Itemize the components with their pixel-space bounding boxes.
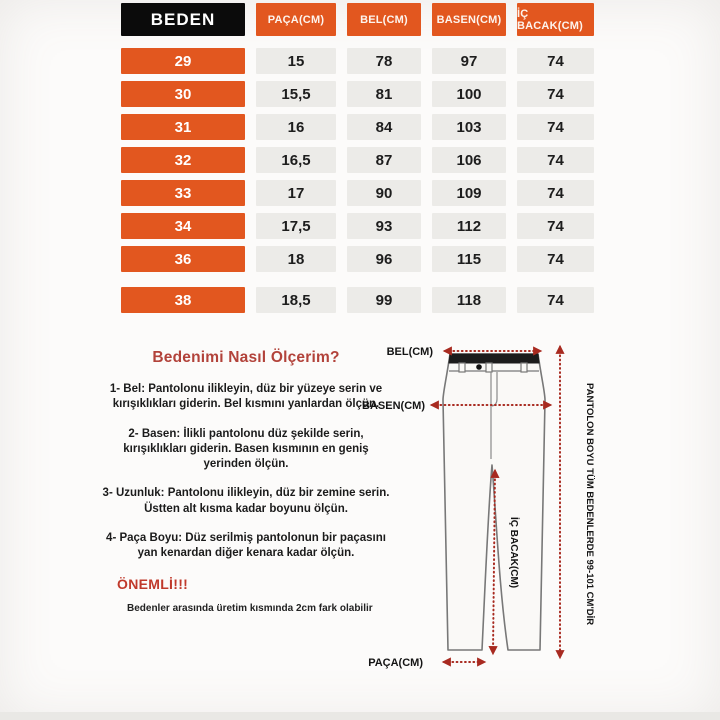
bel-value: 93	[347, 213, 421, 239]
paca-value: 15	[256, 48, 336, 74]
table-header-row	[121, 3, 594, 36]
measuring-guide	[100, 349, 392, 614]
basen-value: 103	[432, 114, 506, 140]
button-icon	[476, 364, 482, 370]
ic-bacak-value: 74	[517, 213, 594, 239]
bel-value: 90	[347, 180, 421, 206]
table-row	[121, 147, 594, 173]
paca-value: 18,5	[256, 287, 336, 313]
basen-value: 109	[432, 180, 506, 206]
bottom-edge-strip	[0, 712, 720, 720]
column-header-bel: BEL(CM)	[347, 3, 421, 36]
table-row	[121, 114, 594, 140]
column-header-paca: PAÇA(CM)	[256, 3, 336, 36]
basen-value: 115	[432, 246, 506, 272]
size-badge: 34	[121, 213, 245, 239]
basen-value: 100	[432, 81, 506, 107]
ic-bacak-value: 74	[517, 48, 594, 74]
basen-value: 106	[432, 147, 506, 173]
size-badge: 29	[121, 48, 245, 74]
ic-bacak-value: 74	[517, 114, 594, 140]
bel-dimension-label: BEL(CM)	[386, 346, 433, 358]
table-row	[121, 81, 594, 107]
paca-value: 17	[256, 180, 336, 206]
column-header-beden: BEDEN	[121, 3, 245, 36]
paca-value: 17,5	[256, 213, 336, 239]
bel-value: 81	[347, 81, 421, 107]
paca-dimension-label: PAÇA(CM)	[368, 657, 423, 669]
basen-value: 118	[432, 287, 506, 313]
ic-bacak-value: 74	[517, 147, 594, 173]
important-label: ÖNEMLİ!!!	[117, 575, 189, 592]
size-badge: 30	[121, 81, 245, 107]
size-badge: 38	[121, 287, 245, 313]
table-row	[121, 48, 594, 74]
bel-value: 96	[347, 246, 421, 272]
table-row	[121, 213, 594, 239]
basen-value: 112	[432, 213, 506, 239]
guide-title: Bedenimi Nasıl Ölçerim?	[152, 349, 340, 366]
guide-step-uzunluk: 3- Uzunluk: Pantolonu ilikleyin, düz bir zemine serin. Üstten alt kısma kadar boyunu ölçün.	[102, 487, 390, 515]
pantolon-boyu-label: PANTOLON BOYU TÜM BEDENLERDE 99-101 CM'DİR	[584, 383, 595, 626]
basen-value: 97	[432, 48, 506, 74]
guide-step-paca-boyu: 4- Paça Boyu: Düz serilmiş pantolonun bir paçasını yan kenardan diğer kenara kadar ölçün.	[106, 531, 386, 560]
paca-value: 16,5	[256, 147, 336, 173]
ic-bacak-dimension-label: İÇ BACAK(CM)	[508, 517, 519, 589]
table-row	[121, 287, 594, 313]
size-badge: 32	[121, 147, 245, 173]
guide-step-bel: 1- Bel: Pantolonu ilikleyin, düz bir yüzeye serin ve kırışıklıkları giderin. Bel kısmını yanlardan ölçün.	[109, 383, 383, 411]
column-header-ic-bacak: İÇ BACAK(CM)	[517, 3, 594, 36]
paca-value: 16	[256, 114, 336, 140]
bel-value: 78	[347, 48, 421, 74]
bel-value: 84	[347, 114, 421, 140]
ic-bacak-value: 74	[517, 180, 594, 206]
bel-value: 99	[347, 287, 421, 313]
size-badge: 36	[121, 246, 245, 272]
ic-bacak-value: 74	[517, 287, 594, 313]
column-header-basen: BASEN(CM)	[432, 3, 506, 36]
basen-dimension-label: BASEN(CM)	[362, 400, 425, 412]
size-table	[121, 3, 594, 320]
ic-bacak-value: 74	[517, 246, 594, 272]
tolerance-note: Bedenler arasında üretim kısmında 2cm fark olabilir	[127, 602, 373, 614]
table-row	[121, 180, 594, 206]
pants-measurement-diagram	[355, 333, 605, 683]
paca-value: 18	[256, 246, 336, 272]
size-badge: 31	[121, 114, 245, 140]
ic-bacak-value: 74	[517, 81, 594, 107]
guide-step-basen: 2- Basen: İlikli pantolonu düz şekilde serin, kırışıklıkları giderin. Basen kısmının en geniş yerinden ölçün.	[123, 427, 369, 471]
table-row	[121, 246, 594, 272]
paca-value: 15,5	[256, 81, 336, 107]
bel-value: 87	[347, 147, 421, 173]
size-badge: 33	[121, 180, 245, 206]
